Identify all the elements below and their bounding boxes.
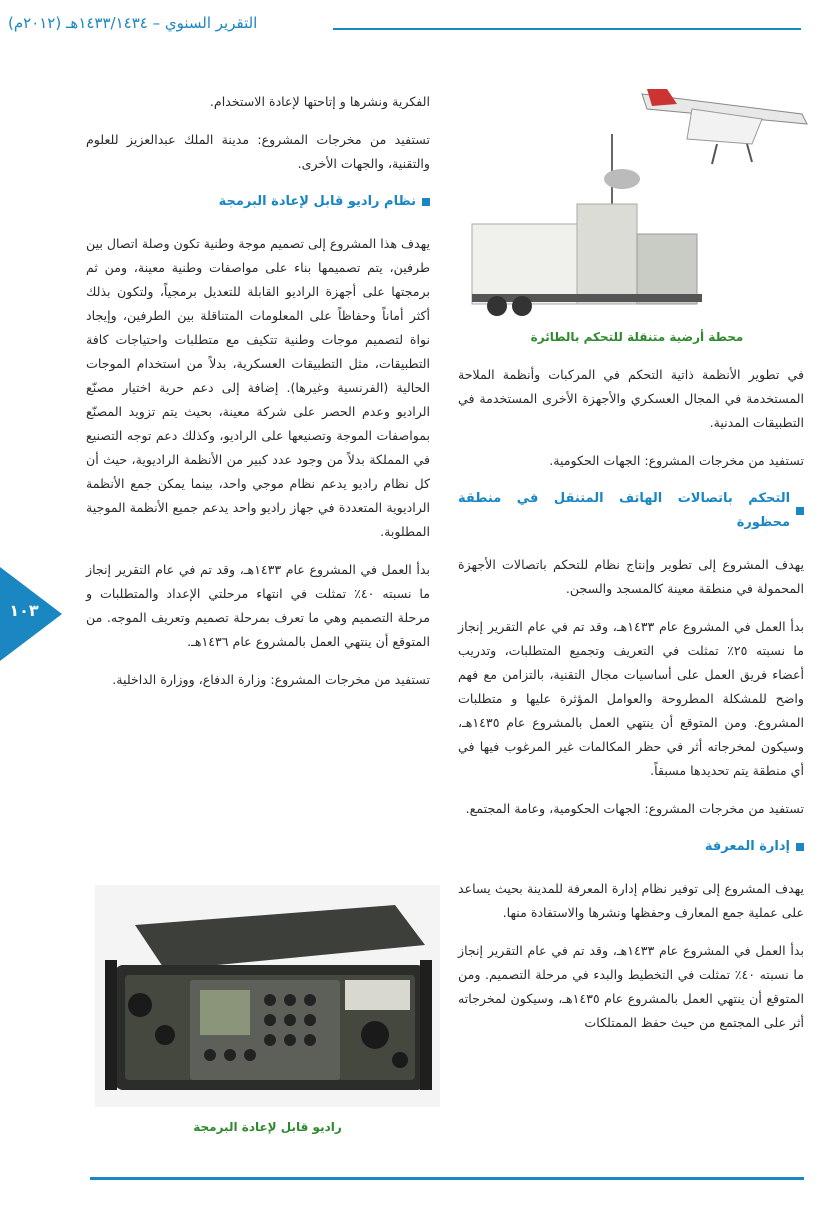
radio-photo-caption: راديو قابل لإعادة البرمجة	[193, 1120, 342, 1134]
paragraph: تستفيد من مخرجات المشروع: الجهات الحكومية.	[549, 453, 804, 468]
section-heading-phone	[458, 487, 804, 535]
paragraph: بدأ العمل في المشروع عام ١٤٣٣هـ، وقد تم في عام التقرير إنجاز ما نسبته ٤٠٪ تمثلت في التخطيط والبدء في مرحلة التصميم. ومن المتوقع أن ينتهي العمل بالمشروع عام ١٤٣٥هـ، وسيكون لمخرجاته أثر على المجتمع من حيث حفظ الممتلكات	[458, 943, 804, 1030]
radio-photo	[95, 885, 440, 1107]
ground-station-caption: محطة أرضية متنقلة للتحكم بالطائرة	[530, 330, 744, 344]
section-heading-knowledge	[458, 835, 804, 859]
section-heading-radio	[86, 190, 430, 214]
square-bullet-icon	[796, 843, 804, 851]
header-rule	[333, 28, 801, 30]
square-bullet-icon	[796, 507, 804, 515]
right-column	[458, 363, 804, 1049]
paragraph: يهدف المشروع إلى تطوير وإنتاج نظام للتحكم باتصالات الأجهزة المحمولة في منطقة معينة كالمسجد والسجن.	[458, 557, 804, 596]
uav-ground-station-illustration	[462, 84, 812, 324]
square-bullet-icon	[422, 198, 430, 206]
page-header-title: التقرير السنوي – ١٤٣٣/١٤٣٤هـ (٢٠١٢م)	[8, 14, 258, 32]
page-number-tab	[0, 567, 62, 661]
page-number: ١٠٣	[9, 601, 39, 620]
footer-rule	[90, 1177, 804, 1180]
paragraph: يهدف هذا المشروع إلى تصميم موجة وطنية تكون وصلة اتصال بين طرفين، يتم تصميمها بناء على مواصفات وطنية معينة، ومن ثم برمجتها على أجهزة الراديو القابلة للتعديل برمجياً، ولتكون بذلك أكثر أماناً وحفاظاً على المعلومات المتناقلة بين الطرفين، وإيجاد نواة لتصميم موجات وطنية تتكيف مع متطلبات واحتياجات كافة التطبيقات، مثل التطبيقات العسكرية، بدلاً من استخدام الموجات الحالية (الفرنسية وغيرها). إضافة إلى دعم حرية اختيار مصنّع الراديو وعدم الحصر على شركة معينة، بحيث يتم تزويد المصنّع بمواصفات الموجة وتصنيعها على الراديو، وكذلك دعم توجه التصنيع في المملكة بدلاً من وجود عدد كبير من الأنظمة الراديوية، حيث أن كل نظام راديو يدعم نظام موجي واحد، بينما يمكن جمع الأنظمة الراديوية المتعددة في جهاز راديو واحد يدعم جميع الأنظمة الموجية المطلوبة.	[86, 236, 430, 539]
paragraph: تستفيد من مخرجات المشروع: مدينة الملك عبدالعزيز للعلوم والتقنية، والجهات الأخرى.	[86, 132, 430, 171]
radio-device-illustration	[95, 885, 440, 1107]
ground-station-photo	[462, 84, 812, 324]
section-heading-text: إدارة المعرفة	[704, 839, 790, 854]
section-heading-text: نظام راديو قابل لإعادة البرمجة	[218, 194, 416, 209]
paragraph: تستفيد من مخرجات المشروع: وزارة الدفاع، ووزارة الداخلية.	[112, 672, 430, 687]
paragraph: تستفيد من مخرجات المشروع: الجهات الحكومية، وعامة المجتمع.	[465, 801, 804, 816]
paragraph: يهدف المشروع إلى توفير نظام إدارة المعرفة للمدينة بحيث يساعد على عملية جمع المعارف وحفظها ونشرها والاستفادة منها.	[458, 881, 804, 920]
left-column	[86, 90, 430, 706]
paragraph: في تطوير الأنظمة ذاتية التحكم في المركبات وأنظمة الملاحة المستخدمة في المجال العسكري والأجهزة الأخرى المستخدمة في التطبيقات المدنية.	[458, 367, 804, 430]
paragraph: بدأ العمل في المشروع عام ١٤٣٣هـ، وقد تم في عام التقرير إنجاز ما نسبته ٤٠٪ تمثلت في انتهاء مرحلتي الإعداد والمتطلبات و مرحلة التصميم وهي ما تعرف بمرحلة تصميم وتعريف الموجه. من المتوقع أن ينتهي العمل بالمشروع عام ١٤٣٦هـ.	[86, 562, 430, 649]
section-heading-text: التحكم باتصالات الهاتف المتنقل في منطقة محظورة	[458, 491, 791, 530]
paragraph: الفكرية ونشرها و إتاحتها لإعادة الاستخدام.	[209, 94, 430, 109]
paragraph: بدأ العمل في المشروع عام ١٤٣٣هـ، وقد تم في عام التقرير إنجاز ما نسبته ٢٥٪ تمثلت في التعريف وتجميع المتطلبات، وتدريب أعضاء فريق العمل على أساسيات مجال التقنية، بالتزامن مع فهم واضح للمشكلة المطروحة والعوامل المؤثرة عليها و متطلبات المشروع. ومن المتوقع أن ينتهي العمل بالمشروع عام ١٤٣٥هـ، وسيكون لمخرجاته أثر في حظر المكالمات غير المرغوب فيها في أي منطقة يتم تحديدها مسبقاً.	[458, 619, 805, 778]
